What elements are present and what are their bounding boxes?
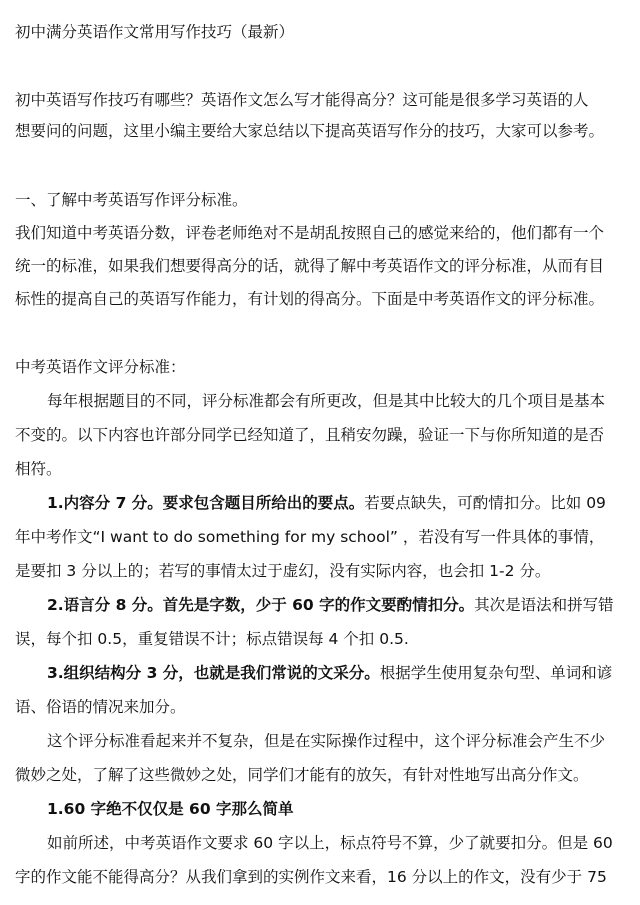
- item2-first-line: [47, 595, 614, 615]
- standards-p1-line-1: 每年根据题目的不同，评分标准都会有所更改，但是其中比较大的几个项目是基本: [47, 392, 606, 410]
- item1-line-3: 是要扣 3 分以上的；若写的事情太过于虚幻，没有实际内容，也会扣 1-2 分。: [15, 562, 551, 580]
- section1-heading: 一、了解中考英语写作评分标准。: [15, 191, 248, 209]
- item2-rest: 其次是语法和拼写错: [474, 596, 614, 614]
- standards-p3-line-1: 如前所述，中考英语作文要求 60 字以上，标点符号不算，少了就要扣分。但是 60: [47, 834, 613, 852]
- standards-p2-line-2: 微妙之处，了解了这些微妙之处，同学们才能有的放矢，有针对性地写出高分作文。: [15, 766, 589, 784]
- item3-rest: 根据学生使用复杂句型、单词和谚: [379, 664, 613, 682]
- item1-bold: 1.内容分 7 分。要求包含题目所给出的要点。: [47, 494, 365, 512]
- item3-bold: 3.组织结构分 3 分，也就是我们常说的文采分。: [47, 664, 380, 682]
- standards-p2-line-1: 这个评分标准看起来并不复杂，但是在实际操作过程中，这个评分标准会产生不少: [47, 732, 606, 750]
- standards-p1-line-3: 相符。: [15, 460, 62, 478]
- standards-heading: 中考英语作文评分标准：: [15, 358, 186, 376]
- item1-rest: 若要点缺失，可酌情扣分。比如 09: [364, 494, 606, 512]
- section1-line-1: 我们知道中考英语分数，评卷老师绝对不是胡乱按照自己的感觉来给的，他们都有一个: [15, 224, 605, 242]
- standards-p3-line-2: 字的作文能不能得高分？从我们拿到的实例作文来看，16 分以上的作文，没有少于 75: [15, 868, 607, 886]
- item3-line-2: 语、俗语的情况来加分。: [15, 698, 186, 716]
- item3-first-line: [47, 663, 612, 683]
- page-title: 初中满分英语作文常用写作技巧（最新）: [15, 23, 295, 41]
- subheading-60-words: 1.60 字绝不仅仅是 60 字那么简单: [47, 800, 294, 818]
- section1-line-3: 标性的提高自己的英语写作能力，有计划的得高分。下面是中考英语作文的评分标准。: [15, 290, 605, 308]
- item1-first-line: [47, 493, 606, 513]
- intro-line-1: 初中英语写作技巧有哪些？英语作文怎么写才能得高分？这可能是很多学习英语的人: [15, 91, 589, 109]
- item1-line-2: 年中考作文“I want to do something for my school” ，若没有写一件具体的事情，: [15, 528, 605, 546]
- item2-line-2: 误，每个扣 0.5，重复错误不计；标点错误每 4 个扣 0.5.: [15, 630, 409, 648]
- intro-line-2: 想要问的问题，这里小编主要给大家总结以下提高英语写作分的技巧，大家可以参考。: [15, 122, 605, 140]
- item2-bold: 2.语言分 8 分。首先是字数，少于 60 字的作文要酌情扣分。: [47, 596, 475, 614]
- standards-p1-line-2: 不变的。以下内容也许部分同学已经知道了，且稍安勿躁，验证一下与你所知道的是否: [15, 426, 605, 444]
- section1-line-2: 统一的标准，如果我们想要得高分的话，就得了解中考英语作文的评分标准，从而有目: [15, 257, 605, 275]
